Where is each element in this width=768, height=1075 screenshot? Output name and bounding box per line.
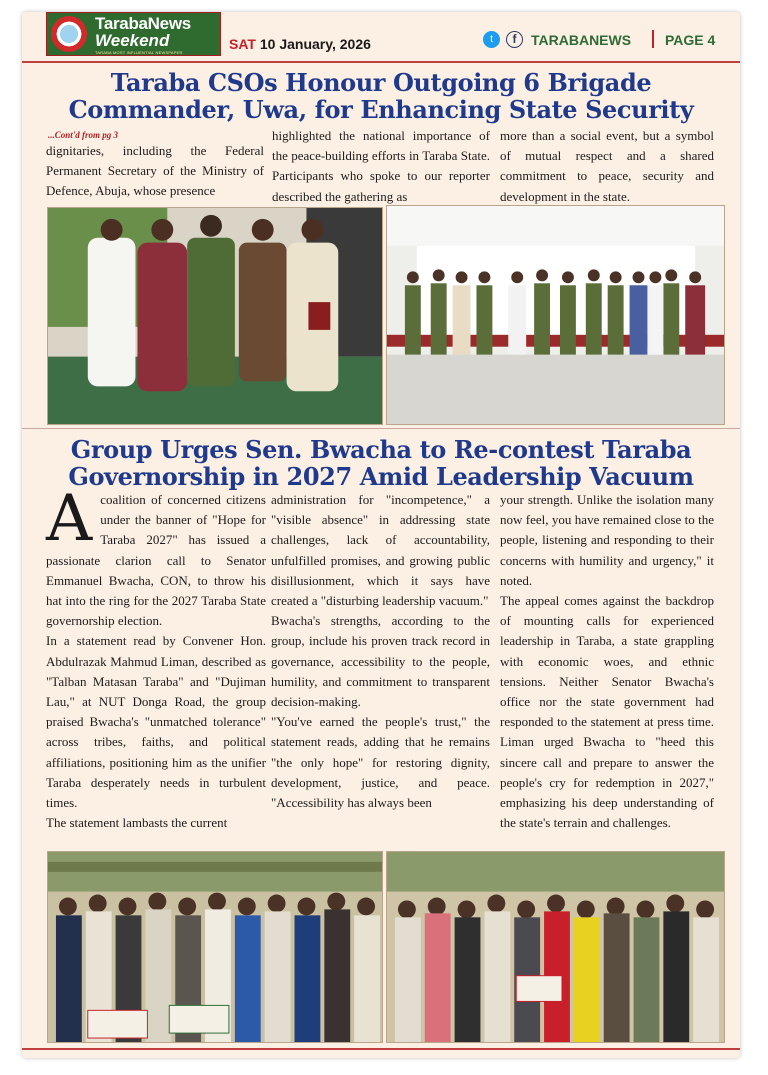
article2-headline-line1: Group Urges Sen. Bwacha to Re-contest Taraba	[70, 435, 692, 464]
article2-col1-p3: The statement lambasts the current	[46, 815, 228, 831]
article2-headline	[22, 436, 740, 490]
newspaper-page	[22, 12, 740, 1058]
masthead-logo	[46, 12, 221, 56]
continued-note: ...Cont'd from pg 3	[48, 130, 119, 140]
twitter-icon[interactable]: t	[483, 31, 500, 48]
article2-col2-p1: administration for "incompetence," a "visible absence" in addressing state challenges, lack of accountability, unfulfilled promises, and growing public disillusionment, which it says have created a "disturbing leadership vacuum."	[271, 492, 490, 609]
article1-col2: highlighted the national importance of the peace-building efforts in Taraba State. Participants who spoke to our reporter described the gathering as	[272, 128, 490, 204]
article2-col1-p2: In a statement read by Convener Hon. Abdulrazak Mahmud Liman, described as "Talban Matasan Taraba" and "Dujiman Lau," at NUT Donga Road, the group praised Bwacha's "unmatched tolerance" across tribes, faiths, and political affiliations, positioning him as the unifier Taraba desperately needs in turbulent times.	[46, 633, 266, 811]
page-header	[22, 12, 740, 62]
footer-rule	[22, 1048, 740, 1050]
article2-col3	[500, 490, 714, 833]
page-number: PAGE 4	[665, 32, 716, 48]
article1-col1	[46, 130, 264, 202]
photo-supporters-crowd-left-image	[48, 852, 382, 1042]
article1-col3: more than a social event, but a symbol of mutual respect and a shared commitment to peace, security and development in the state.	[500, 128, 714, 204]
article2-headline-line2: Governorship in 2027 Amid Leadership Vacuum	[68, 462, 694, 491]
issue-day: SAT	[229, 36, 256, 52]
article2-col2	[271, 490, 490, 813]
article1-headline-line1: Taraba CSOs Honour Outgoing 6 Brigade	[110, 68, 652, 97]
logo-name: TarabaNews	[95, 14, 191, 33]
article2-col2-p2: Bwacha's strengths, according to the group, include his proven track record in governance, accessibility to the people, humility, and commitment to transparent decision-making.	[271, 613, 490, 710]
article2-col3-p2: The appeal comes against the backdrop of mounting calls for experienced leadership in Taraba, a state grappling with economic woes, and ethnic tensions. Neither Senator Bwacha's office nor the state government had responded to the statement at press time. Liman urged Bwacha to "heed this sincere call and prepare to answer the people's cry for redemption in 2027," emphasizing his deep understanding of the state's terrain and challenges.	[500, 593, 714, 831]
article2-col1-p1-text: coalition of concerned citizens under the banner of "Hope for Taraba 2027" has issued a passionate clarion call to Senator Emmanuel Bwacha, CON, to throw his hat into the ring for the 2027 Taraba State governorship election.	[46, 492, 266, 629]
drop-cap: A	[46, 482, 93, 556]
facebook-icon[interactable]: f	[506, 31, 523, 48]
header-rule	[22, 61, 740, 63]
photo-supporters-crowd-right	[386, 851, 725, 1043]
logo-tagline: TARABA MOST INFLUENTIAL NEWSPAPER	[95, 50, 183, 55]
article2-col1	[46, 482, 266, 833]
brand-handle: TARABANEWS	[531, 32, 632, 48]
header-separator	[652, 30, 654, 48]
issue-date	[229, 36, 371, 52]
article2-col1-p1	[46, 482, 266, 631]
photo-supporters-crowd-right-image	[387, 852, 724, 1042]
photo-group-soldiers-image	[387, 206, 724, 424]
photo-group-soldiers	[386, 205, 725, 425]
article1-headline-line2: Commander, Uwa, for Enhancing State Security	[68, 95, 694, 124]
article2-col3-p1: your strength. Unlike the isolation many now feel, you have remained close to the people, listening and responding to their concerns with humility and urgency," it noted.	[500, 492, 714, 588]
section-rule	[22, 428, 740, 429]
article1-headline	[22, 69, 740, 123]
photo-commander-dignitaries	[47, 207, 383, 425]
photo-supporters-crowd-left	[47, 851, 383, 1043]
article2-col2-p3: "You've earned the people's trust," the statement reads, adding that he remains "the only hope" for restoring dignity, development, justice, and peace. "Accessibility has always been	[271, 714, 490, 811]
article1-col1-text: dignitaries, including the Federal Permanent Secretary of the Ministry of Defence, Abuja, whose presence	[46, 143, 264, 199]
logo-edition: Weekend	[95, 31, 170, 50]
globe-logo-icon	[51, 16, 87, 52]
issue-date-text: 10 January, 2026	[259, 36, 371, 52]
photo-commander-dignitaries-image	[48, 208, 382, 424]
